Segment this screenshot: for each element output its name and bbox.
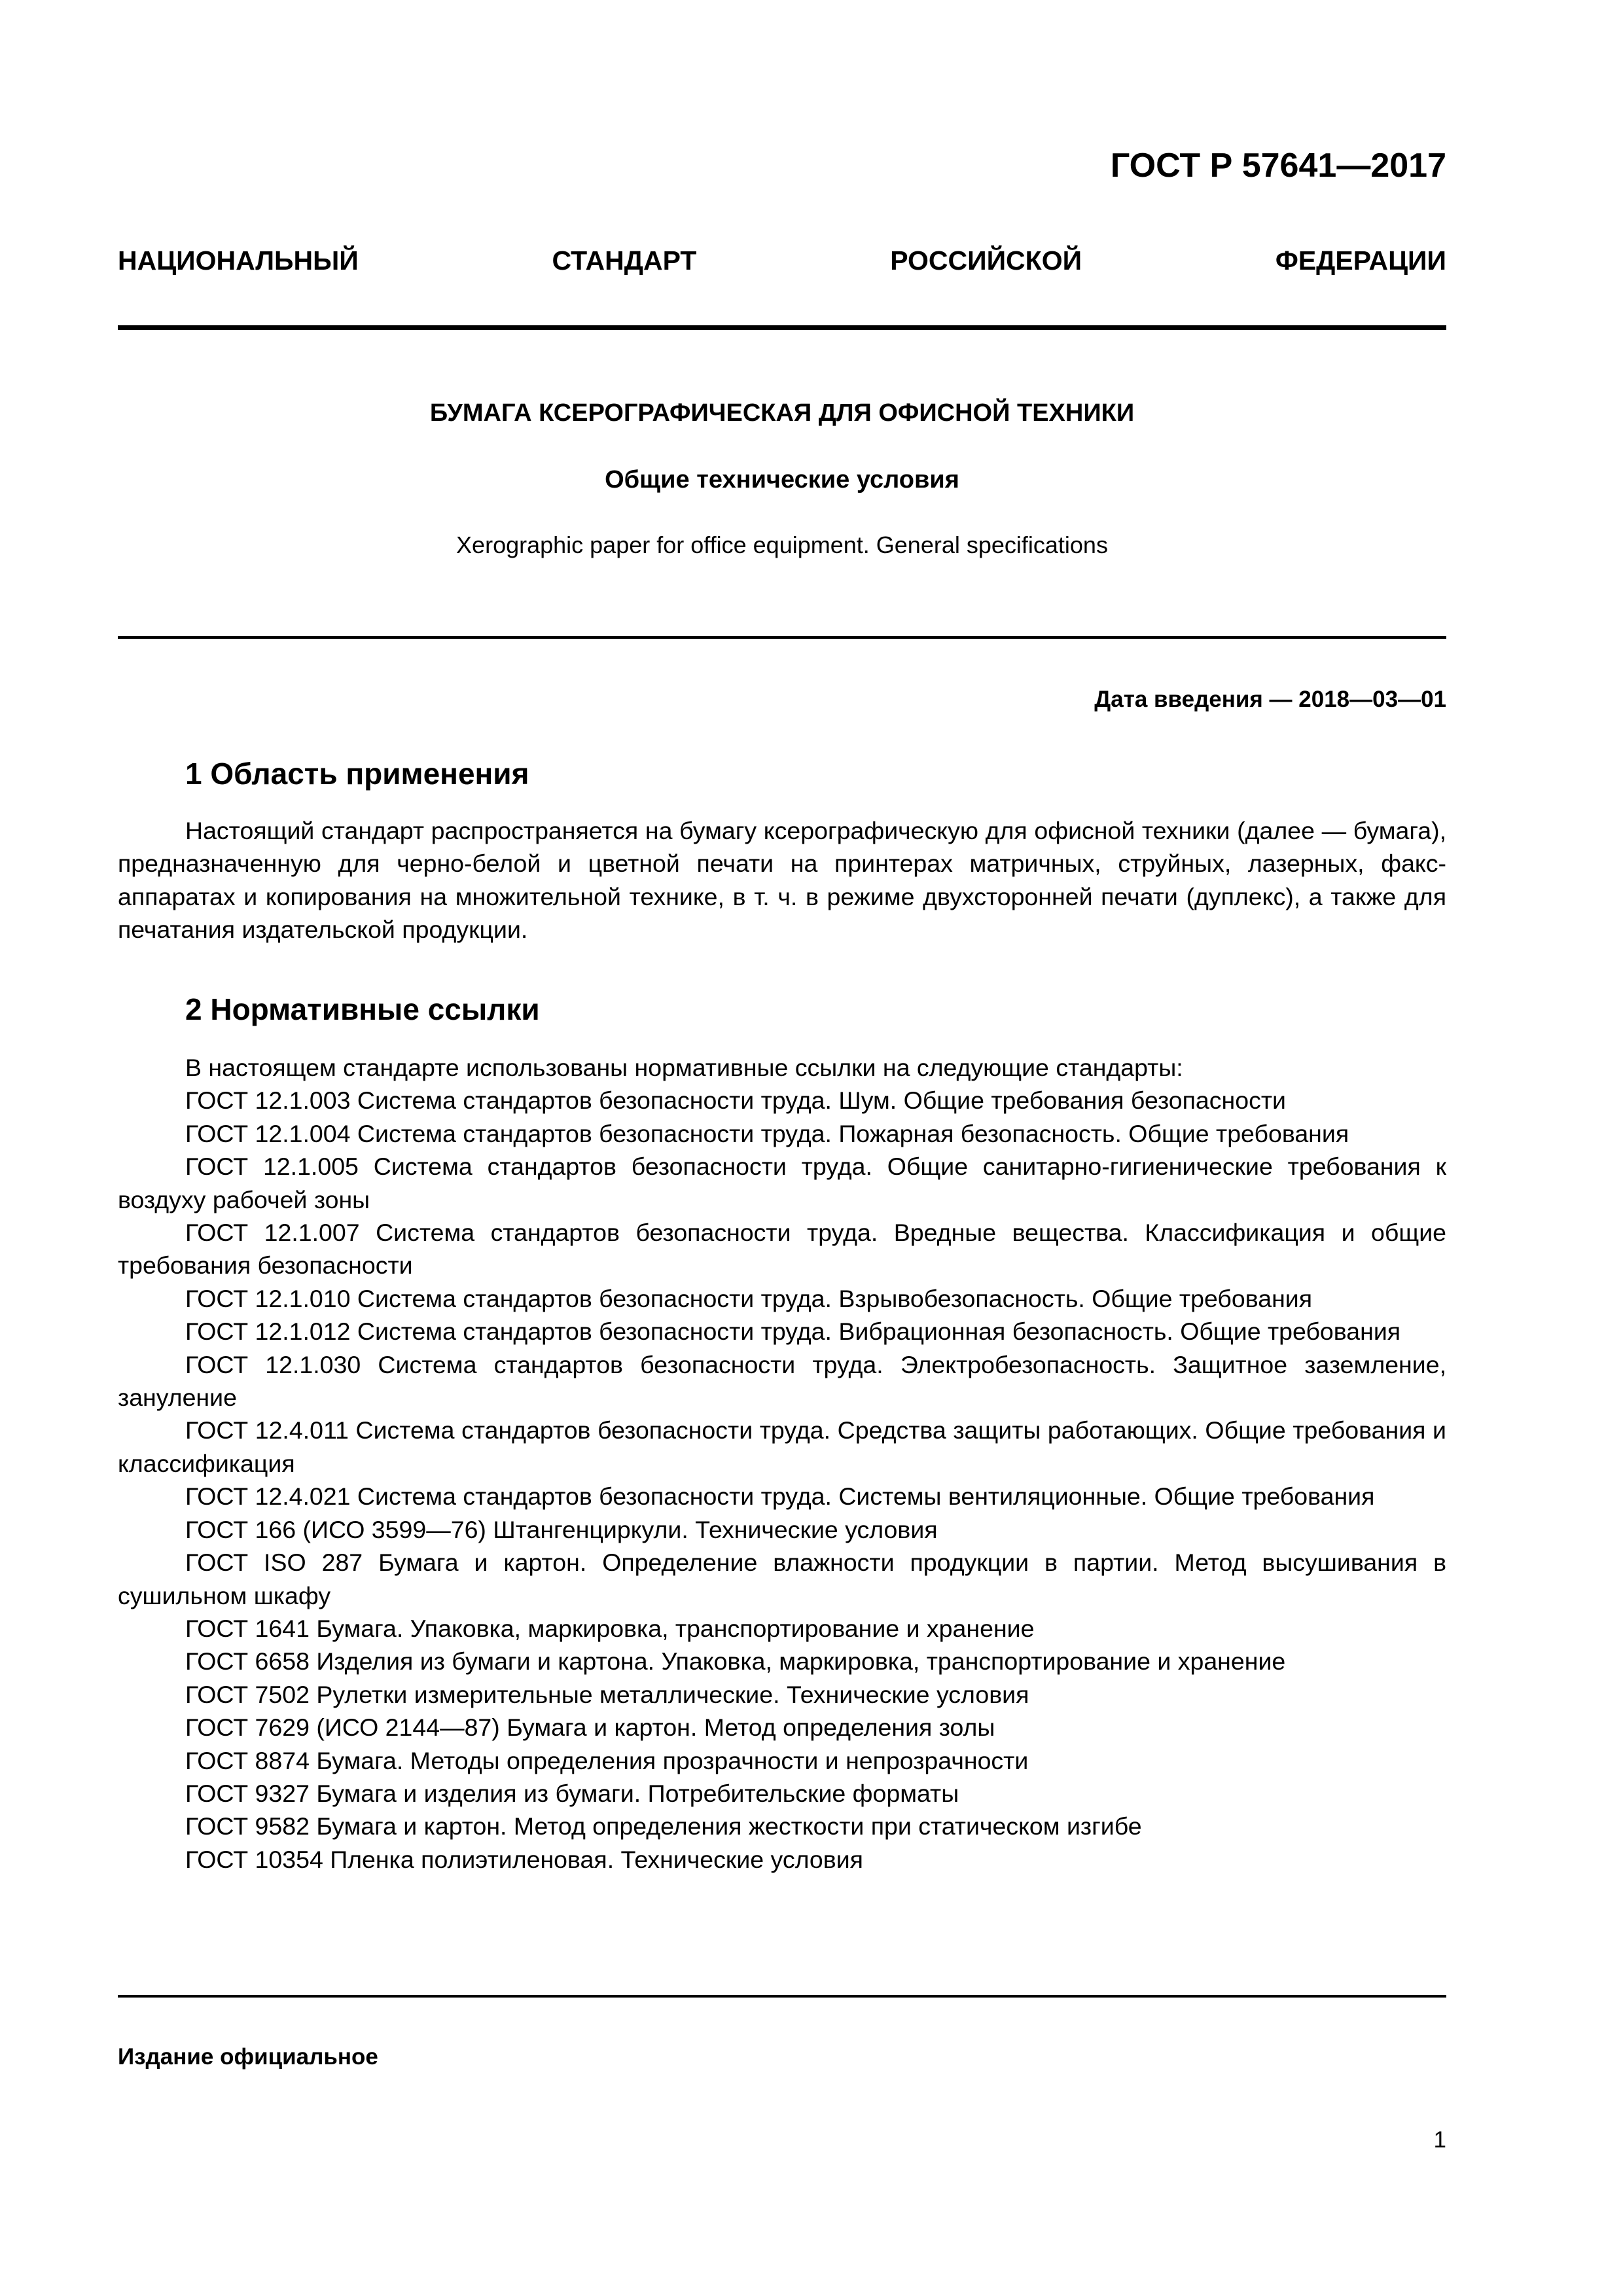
reference-item: ГОСТ 12.4.021 Система стандартов безопасности труда. Системы вентиляционные. Общие требования (185, 1482, 1375, 1511)
document-title: БУМАГА КСЕРОГРАФИЧЕСКАЯ ДЛЯ ОФИСНОЙ ТЕХНИКИ (429, 399, 1135, 427)
title-rule (118, 636, 1446, 639)
banner-word: СТАНДАРТ (552, 245, 697, 276)
reference-item: ГОСТ 8874 Бумага. Методы определения прозрачности и непрозрачности (185, 1746, 1029, 1774)
reference-item: ГОСТ 10354 Пленка полиэтиленовая. Технические условия (185, 1845, 863, 1873)
banner-word: ФЕДЕРАЦИИ (1275, 245, 1446, 276)
reference-item: ГОСТ 1641 Бумага. Упаковка, маркировка, транспортирование и хранение (185, 1614, 1035, 1642)
references-intro: В настоящем стандарте использованы нормативные ссылки на следующие стандарты: (185, 1054, 1183, 1081)
reference-item: ГОСТ 7502 Рулетки измерительные металлические. Технические условия (185, 1680, 1029, 1708)
national-standard-banner (118, 245, 1446, 276)
reference-item: ГОСТ 12.1.005 Система стандартов безопасности труда. Общие санитарно-гигиенические требования к воздуху рабочей зоны (118, 1153, 1446, 1213)
section-2-heading: 2 Нормативные ссылки (185, 992, 540, 1026)
reference-item: ГОСТ 9582 Бумага и картон. Метод определения жесткости при статическом изгибе (185, 1812, 1142, 1840)
reference-item: ГОСТ 7629 (ИСО 2144—87) Бумага и картон. Метод определения золы (185, 1713, 995, 1742)
banner-word: НАЦИОНАЛЬНЫЙ (118, 245, 359, 276)
banner-word: РОССИЙСКОЙ (890, 245, 1082, 276)
reference-item: ГОСТ 12.1.003 Система стандартов безопасности труда. Шум. Общие требования безопасности (185, 1086, 1286, 1115)
reference-item: ГОСТ ISO 287 Бумага и картон. Определение влажности продукции в партии. Метод высушивания в сушильном шкафу (118, 1549, 1446, 1609)
page-number: 1 (1433, 2127, 1446, 2153)
section-1-paragraph: Настоящий стандарт распространяется на бумагу ксерографическую для офисной техники (далее — бумага), предназначенную для черно-белой и цветной печати на принтерах матричных, струйных, лазерных, факс-аппаратах и копирования на множительной технике, в т. ч. в режиме двухсторонней печати (дуплекс), а также для печатания издательской продукции. (118, 817, 1446, 944)
reference-item: ГОСТ 12.1.012 Система стандартов безопасности труда. Вибрационная безопасность. Общие требования (185, 1318, 1401, 1346)
footer-rule (118, 1995, 1446, 1998)
document-subtitle: Общие технические условия (605, 466, 959, 493)
reference-item: ГОСТ 12.1.007 Система стандартов безопасности труда. Вредные вещества. Классификация и общие требования безопасности (118, 1219, 1446, 1280)
reference-item: ГОСТ 6658 Изделия из бумаги и картона. Упаковка, маркировка, транспортирование и хранение (185, 1647, 1286, 1676)
reference-item: ГОСТ 12.1.030 Система стандартов безопасности труда. Электробезопасность. Защитное заземление, зануление (118, 1350, 1446, 1412)
top-thick-rule (118, 325, 1446, 330)
reference-item: ГОСТ 166 (ИСО 3599—76) Штангенциркули. Технические условия (185, 1515, 938, 1543)
document-number: ГОСТ Р 57641—2017 (1110, 147, 1446, 185)
reference-item: ГОСТ 12.4.011 Система стандартов безопасности труда. Средства защиты работающих. Общие требования и классификация (118, 1416, 1446, 1477)
english-title: Xerographic paper for office equipment. General specifications (456, 531, 1108, 558)
reference-item: ГОСТ 12.1.004 Система стандартов безопасности труда. Пожарная безопасность. Общие требования (185, 1119, 1349, 1147)
section-1-heading: 1 Область применения (185, 757, 529, 791)
official-edition-label: Издание официальное (118, 2044, 378, 2070)
introduction-date: Дата введения — 2018—03—01 (1094, 687, 1446, 712)
reference-item: ГОСТ 12.1.010 Система стандартов безопасности труда. Взрывобезопасность. Общие требования (185, 1284, 1313, 1312)
normative-references-list (118, 1051, 1446, 1876)
reference-item: ГОСТ 9327 Бумага и изделия из бумаги. Потребительские форматы (185, 1779, 959, 1807)
